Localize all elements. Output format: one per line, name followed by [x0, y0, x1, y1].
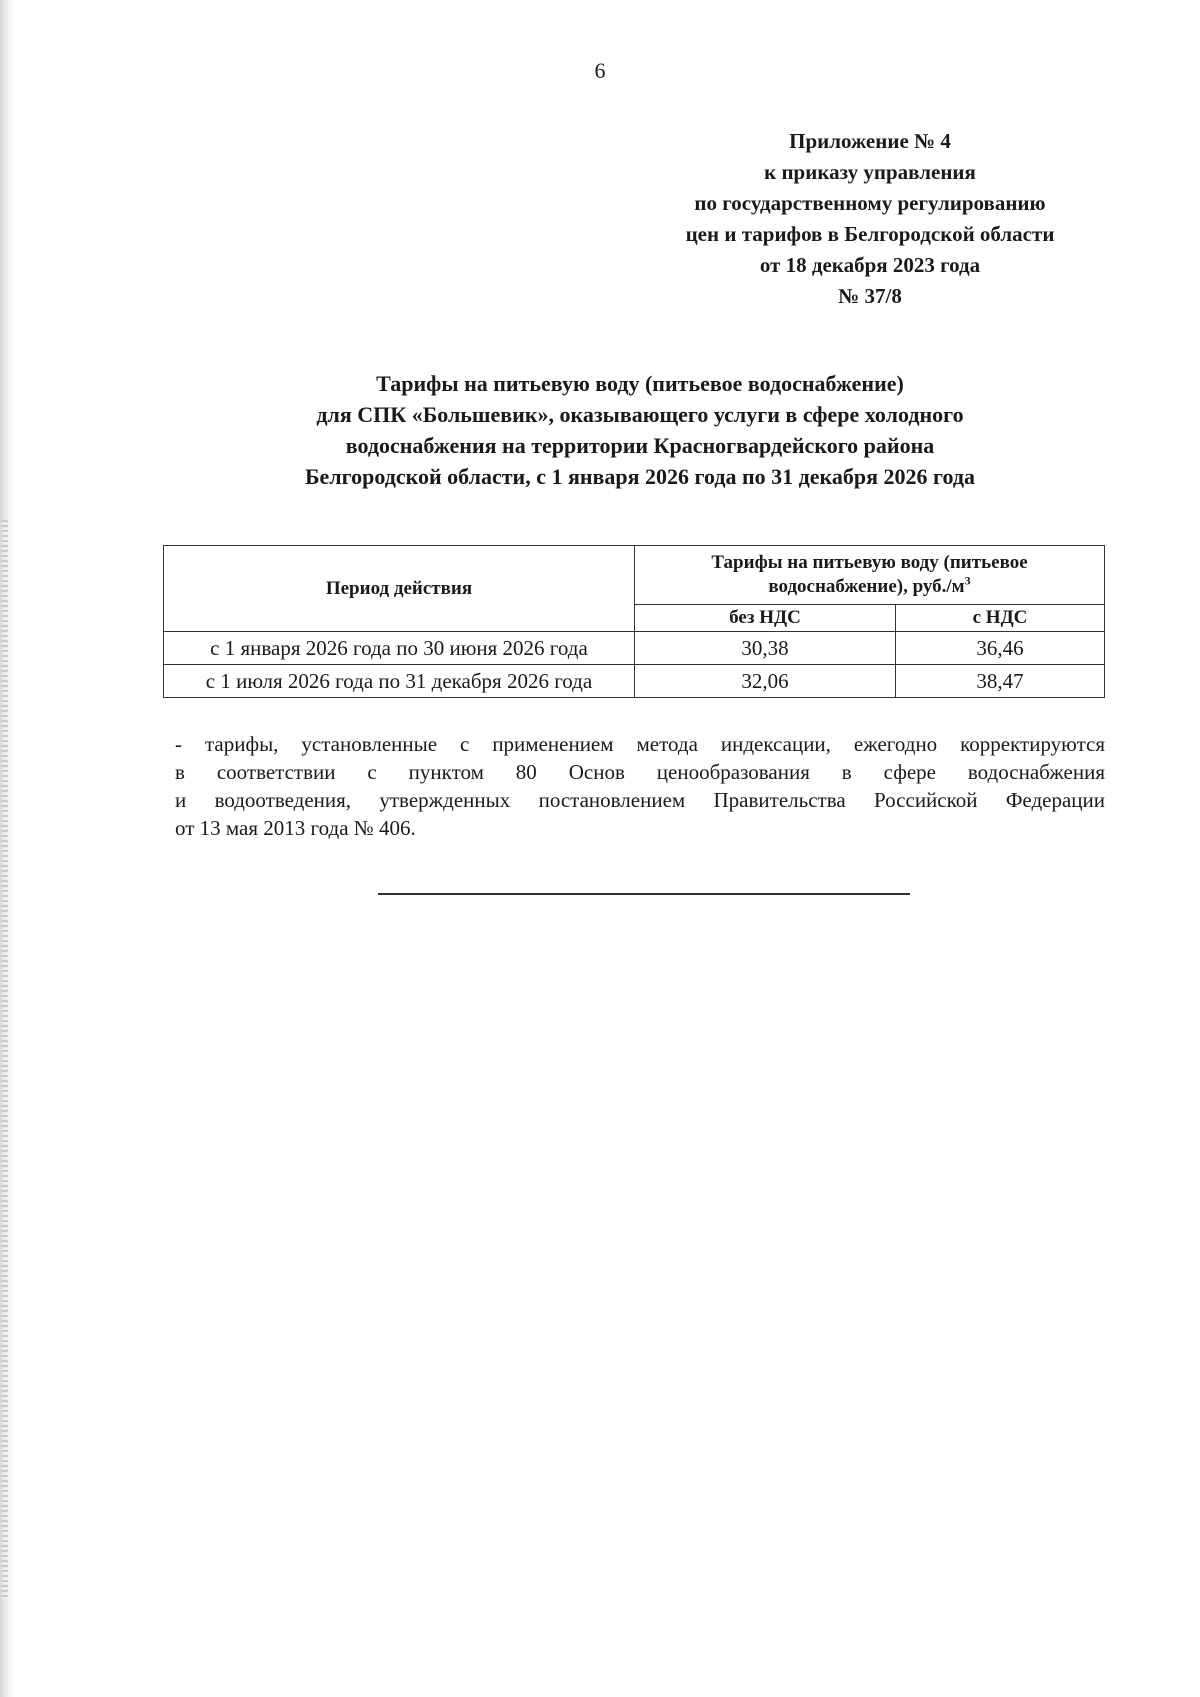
footnote-line: - тарифы, установленные с применением метода индексации, ежегодно корректируются [175, 732, 1105, 756]
appendix-line: к приказу управления [764, 160, 976, 184]
without-vat-cell: 32,06 [635, 665, 896, 698]
appendix-line: Приложение № 4 [789, 129, 951, 153]
document-title [180, 368, 1100, 492]
title-line: водоснабжения на территории Красногвардейского района [345, 433, 935, 458]
with-vat-cell: 38,47 [896, 665, 1105, 698]
period-cell: с 1 января 2026 года по 30 июня 2026 года [164, 632, 635, 665]
tariff-header-superscript: 3 [964, 573, 971, 588]
appendix-line: цен и тарифов в Белгородской области [685, 222, 1055, 246]
tariff-header-line1: Тарифы на питьевую воду (питьевое [711, 552, 1028, 573]
appendix-block [630, 126, 1110, 312]
footnote-line: и водоотведения, утвержденных постановлением Правительства Российской Федерации [175, 788, 1105, 812]
period-cell: с 1 июля 2026 года по 31 декабря 2026 года [164, 665, 635, 698]
appendix-line: по государственному регулированию [694, 191, 1046, 215]
without-vat-cell: 30,38 [635, 632, 896, 665]
title-line: Тарифы на питьевую воду (питьевое водоснабжение) [376, 371, 904, 396]
table-row [164, 665, 1105, 698]
footnote-line: от 13 мая 2013 года № 406. [175, 816, 416, 840]
appendix-line: № 37/8 [838, 284, 902, 308]
with-vat-cell: 36,46 [896, 632, 1105, 665]
with-vat-header: с НДС [896, 605, 1105, 632]
table-header-row [164, 546, 1105, 605]
tariffs-table [163, 545, 1105, 698]
tariff-header [635, 546, 1105, 605]
page-number: 6 [594, 58, 606, 83]
table-row [164, 632, 1105, 665]
footnote [175, 730, 1105, 842]
without-vat-header: без НДС [635, 605, 896, 632]
footnote-line: в соответствии с пунктом 80 Основ ценообразования в сфере водоснабжения [175, 760, 1105, 784]
title-line: для СПК «Большевик», оказывающего услуги в сфере холодного [316, 402, 964, 427]
tariff-header-line2: водоснабжение), руб./м [768, 576, 965, 597]
period-header: Период действия [164, 546, 635, 632]
title-line: Белгородской области, с 1 января 2026 года по 31 декабря 2026 года [305, 464, 975, 489]
appendix-line: от 18 декабря 2023 года [759, 253, 981, 277]
scan-edge-artifact [2, 520, 8, 1600]
closing-divider [378, 893, 910, 895]
